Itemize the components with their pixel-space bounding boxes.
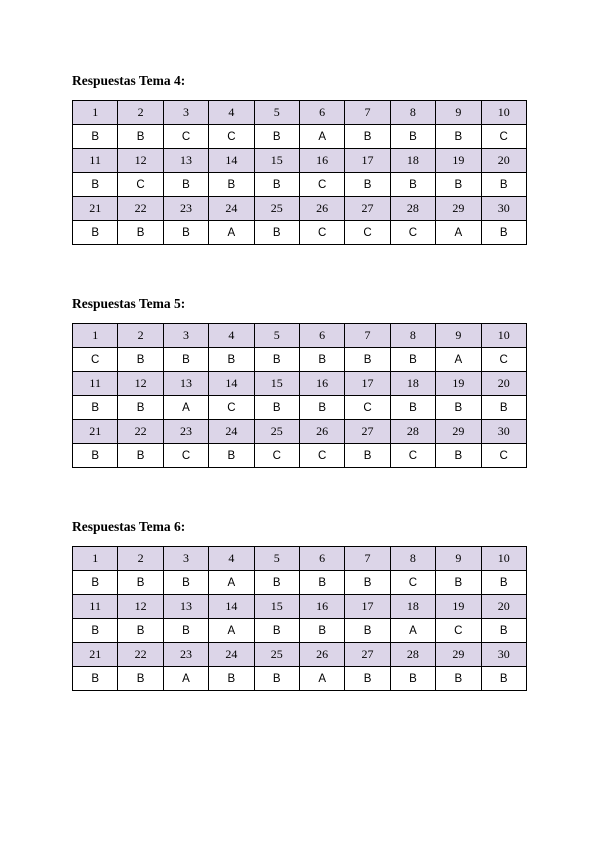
question-number-cell: 23 — [163, 643, 208, 667]
answer-cell: C — [163, 125, 208, 149]
answer-row — [73, 571, 527, 595]
answer-cell: B — [436, 444, 481, 468]
answer-cell: C — [481, 348, 526, 372]
answer-cell: B — [299, 619, 344, 643]
answers-section-tema-6 — [72, 519, 526, 685]
question-number-cell: 30 — [481, 197, 526, 221]
question-number-cell: 16 — [299, 595, 344, 619]
question-number-cell: 10 — [481, 324, 526, 348]
answer-cell: C — [390, 221, 435, 245]
question-number-cell: 13 — [163, 372, 208, 396]
question-number-cell: 12 — [118, 372, 163, 396]
question-number-cell: 16 — [299, 149, 344, 173]
question-number-row — [73, 643, 527, 667]
answer-cell: A — [436, 348, 481, 372]
answer-cell: B — [254, 173, 299, 197]
answer-cell: B — [299, 571, 344, 595]
question-number-cell: 29 — [436, 420, 481, 444]
question-number-cell: 2 — [118, 324, 163, 348]
answer-cell: B — [118, 125, 163, 149]
question-number-row — [73, 197, 527, 221]
question-number-cell: 11 — [73, 372, 118, 396]
question-number-row — [73, 547, 527, 571]
answer-cell: C — [209, 125, 254, 149]
question-number-cell: 13 — [163, 595, 208, 619]
section-title: Respuestas Tema 6: — [72, 519, 186, 534]
answer-cell: B — [345, 667, 390, 691]
question-number-cell: 3 — [163, 101, 208, 125]
answer-cell: B — [390, 396, 435, 420]
question-number-cell: 22 — [118, 197, 163, 221]
answer-cell: B — [209, 173, 254, 197]
answer-cell: B — [481, 396, 526, 420]
question-number-cell: 9 — [436, 547, 481, 571]
answer-cell: B — [390, 125, 435, 149]
answer-cell: B — [254, 125, 299, 149]
answer-cell: C — [299, 173, 344, 197]
question-number-cell: 20 — [481, 595, 526, 619]
question-number-cell: 18 — [390, 595, 435, 619]
answer-cell: C — [390, 571, 435, 595]
question-number-cell: 12 — [118, 149, 163, 173]
answer-cell: B — [254, 667, 299, 691]
question-number-row — [73, 595, 527, 619]
answer-row — [73, 396, 527, 420]
question-number-cell: 8 — [390, 547, 435, 571]
question-number-cell: 16 — [299, 372, 344, 396]
question-number-cell: 19 — [436, 595, 481, 619]
question-number-cell: 19 — [436, 372, 481, 396]
question-number-cell: 6 — [299, 547, 344, 571]
answer-cell: B — [390, 173, 435, 197]
question-number-cell: 17 — [345, 595, 390, 619]
answer-cell: C — [481, 125, 526, 149]
question-number-cell: 28 — [390, 643, 435, 667]
answer-cell: B — [73, 571, 118, 595]
answer-cell: B — [254, 348, 299, 372]
question-number-row — [73, 149, 527, 173]
answer-cell: B — [481, 667, 526, 691]
answer-cell: C — [345, 221, 390, 245]
answer-cell: A — [209, 221, 254, 245]
answer-cell: B — [299, 348, 344, 372]
answer-row — [73, 221, 527, 245]
answer-cell: B — [345, 444, 390, 468]
question-number-cell: 28 — [390, 197, 435, 221]
question-number-cell: 11 — [73, 149, 118, 173]
question-number-cell: 21 — [73, 420, 118, 444]
question-number-cell: 27 — [345, 643, 390, 667]
answer-cell: B — [390, 667, 435, 691]
answers-section-tema-5 — [72, 296, 526, 462]
answer-cell: B — [163, 619, 208, 643]
question-number-row — [73, 372, 527, 396]
answer-cell: B — [436, 667, 481, 691]
question-number-cell: 5 — [254, 547, 299, 571]
question-number-cell: 4 — [209, 547, 254, 571]
answer-cell: B — [254, 571, 299, 595]
answer-cell: B — [345, 125, 390, 149]
question-number-cell: 4 — [209, 324, 254, 348]
answer-cell: B — [345, 619, 390, 643]
question-number-cell: 14 — [209, 595, 254, 619]
question-number-cell: 27 — [345, 197, 390, 221]
answer-cell: A — [299, 125, 344, 149]
question-number-cell: 8 — [390, 324, 435, 348]
question-number-cell: 10 — [481, 101, 526, 125]
question-number-cell: 15 — [254, 372, 299, 396]
answer-cell: A — [163, 396, 208, 420]
question-number-cell: 1 — [73, 101, 118, 125]
question-number-row — [73, 420, 527, 444]
answer-cell: B — [436, 396, 481, 420]
question-number-cell: 12 — [118, 595, 163, 619]
question-number-cell: 26 — [299, 643, 344, 667]
answer-cell: B — [254, 396, 299, 420]
question-number-cell: 30 — [481, 420, 526, 444]
answer-cell: A — [436, 221, 481, 245]
question-number-cell: 22 — [118, 643, 163, 667]
question-number-cell: 25 — [254, 197, 299, 221]
answer-cell: B — [209, 444, 254, 468]
answer-cell: A — [209, 619, 254, 643]
section-title: Respuestas Tema 5: — [72, 296, 186, 311]
answer-cell: B — [390, 348, 435, 372]
question-number-cell: 17 — [345, 149, 390, 173]
answer-row — [73, 444, 527, 468]
question-number-cell: 4 — [209, 101, 254, 125]
question-number-cell: 22 — [118, 420, 163, 444]
question-number-cell: 23 — [163, 197, 208, 221]
question-number-cell: 9 — [436, 324, 481, 348]
question-number-cell: 9 — [436, 101, 481, 125]
answer-cell: B — [73, 667, 118, 691]
question-number-cell: 15 — [254, 149, 299, 173]
answer-cell: A — [163, 667, 208, 691]
question-number-cell: 7 — [345, 547, 390, 571]
question-number-cell: 5 — [254, 101, 299, 125]
question-number-cell: 6 — [299, 324, 344, 348]
question-number-cell: 8 — [390, 101, 435, 125]
question-number-cell: 19 — [436, 149, 481, 173]
answer-cell: C — [436, 619, 481, 643]
answer-cell: A — [390, 619, 435, 643]
question-number-cell: 13 — [163, 149, 208, 173]
question-number-cell: 25 — [254, 643, 299, 667]
question-number-cell: 28 — [390, 420, 435, 444]
answer-row — [73, 667, 527, 691]
question-number-cell: 14 — [209, 149, 254, 173]
answer-row — [73, 125, 527, 149]
question-number-cell: 15 — [254, 595, 299, 619]
answers-table — [72, 323, 527, 468]
question-number-cell: 26 — [299, 197, 344, 221]
answer-cell: B — [481, 173, 526, 197]
question-number-row — [73, 101, 527, 125]
answer-cell: B — [254, 221, 299, 245]
question-number-cell: 29 — [436, 197, 481, 221]
question-number-cell: 7 — [345, 101, 390, 125]
answer-cell: C — [299, 221, 344, 245]
answer-cell: A — [209, 571, 254, 595]
question-number-cell: 5 — [254, 324, 299, 348]
answer-cell: B — [163, 571, 208, 595]
question-number-cell: 23 — [163, 420, 208, 444]
answer-cell: C — [390, 444, 435, 468]
answer-cell: B — [345, 571, 390, 595]
question-number-cell: 14 — [209, 372, 254, 396]
answer-cell: B — [73, 125, 118, 149]
answer-row — [73, 348, 527, 372]
question-number-cell: 17 — [345, 372, 390, 396]
answer-cell: B — [481, 221, 526, 245]
question-number-cell: 24 — [209, 197, 254, 221]
answer-cell: B — [481, 619, 526, 643]
answer-cell: B — [345, 348, 390, 372]
question-number-cell: 11 — [73, 595, 118, 619]
answer-cell: B — [345, 173, 390, 197]
question-number-cell: 20 — [481, 149, 526, 173]
question-number-cell: 21 — [73, 197, 118, 221]
question-number-cell: 2 — [118, 101, 163, 125]
question-number-cell: 3 — [163, 324, 208, 348]
answer-cell: A — [299, 667, 344, 691]
answer-cell: C — [299, 444, 344, 468]
answers-section-tema-4 — [72, 73, 526, 239]
answer-cell: B — [163, 348, 208, 372]
answer-cell: B — [73, 396, 118, 420]
question-number-cell: 7 — [345, 324, 390, 348]
question-number-cell: 30 — [481, 643, 526, 667]
answer-cell: B — [73, 221, 118, 245]
answer-cell: B — [481, 571, 526, 595]
answer-cell: C — [254, 444, 299, 468]
question-number-cell: 1 — [73, 324, 118, 348]
answer-cell: B — [118, 667, 163, 691]
answer-cell: B — [209, 348, 254, 372]
question-number-cell: 18 — [390, 372, 435, 396]
question-number-cell: 27 — [345, 420, 390, 444]
answer-cell: B — [73, 173, 118, 197]
question-number-cell: 21 — [73, 643, 118, 667]
answer-cell: B — [118, 619, 163, 643]
answer-cell: B — [163, 221, 208, 245]
answer-cell: B — [73, 619, 118, 643]
answer-row — [73, 619, 527, 643]
question-number-cell: 25 — [254, 420, 299, 444]
answers-table — [72, 100, 527, 245]
answer-cell: B — [209, 667, 254, 691]
question-number-cell: 26 — [299, 420, 344, 444]
question-number-cell: 24 — [209, 643, 254, 667]
answer-cell: B — [299, 396, 344, 420]
answers-table — [72, 546, 527, 691]
question-number-cell: 3 — [163, 547, 208, 571]
question-number-cell: 24 — [209, 420, 254, 444]
answer-cell: C — [118, 173, 163, 197]
answer-cell: B — [436, 571, 481, 595]
answer-cell: C — [345, 396, 390, 420]
section-title: Respuestas Tema 4: — [72, 73, 186, 88]
question-number-cell: 10 — [481, 547, 526, 571]
question-number-cell: 18 — [390, 149, 435, 173]
question-number-cell: 2 — [118, 547, 163, 571]
answer-cell: C — [163, 444, 208, 468]
question-number-cell: 20 — [481, 372, 526, 396]
answer-cell: B — [118, 348, 163, 372]
answer-cell: C — [73, 348, 118, 372]
question-number-cell: 6 — [299, 101, 344, 125]
question-number-cell: 1 — [73, 547, 118, 571]
answer-cell: B — [73, 444, 118, 468]
answer-cell: C — [209, 396, 254, 420]
answer-cell: B — [436, 173, 481, 197]
question-number-cell: 29 — [436, 643, 481, 667]
answer-cell: B — [118, 221, 163, 245]
question-number-row — [73, 324, 527, 348]
answer-cell: B — [118, 444, 163, 468]
answer-cell: B — [163, 173, 208, 197]
answer-row — [73, 173, 527, 197]
answer-cell: B — [254, 619, 299, 643]
answer-cell: B — [118, 396, 163, 420]
answer-cell: B — [118, 571, 163, 595]
answer-cell: B — [436, 125, 481, 149]
answer-cell: C — [481, 444, 526, 468]
